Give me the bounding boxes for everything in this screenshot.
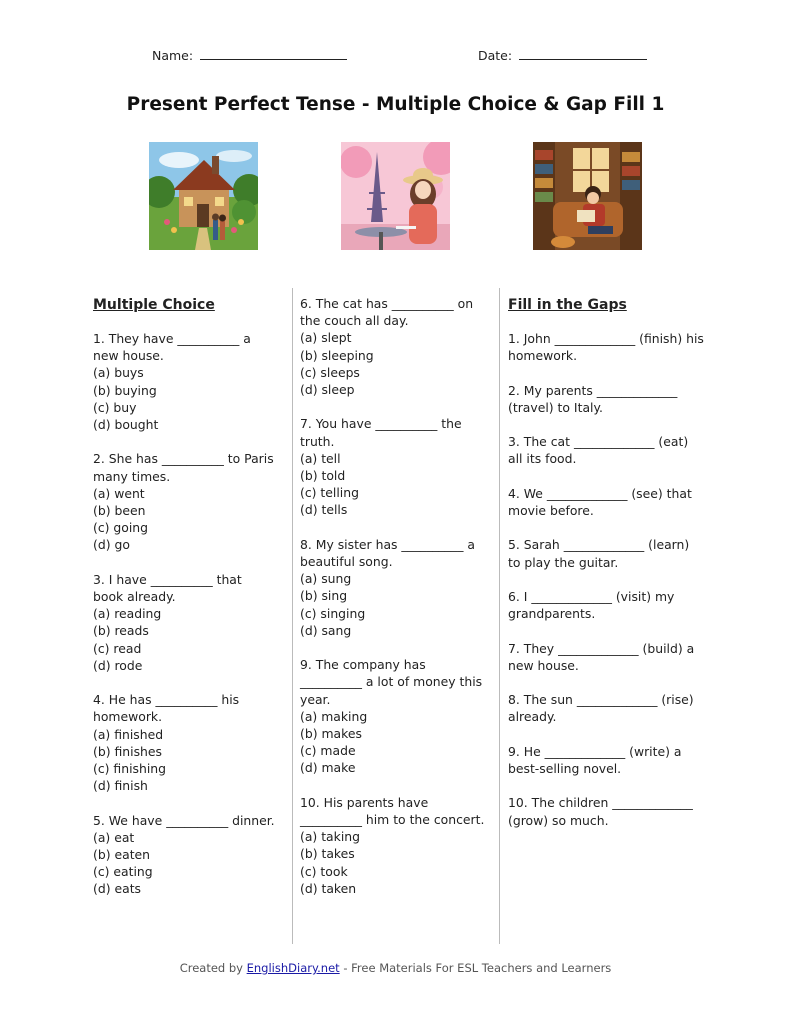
- reading-room-illustration: [533, 142, 642, 250]
- gap-item: 3. The cat _____________ (eat) all its food.: [508, 434, 689, 467]
- option: (c) took: [300, 863, 348, 879]
- gap-item: 2. My parents _____________ (travel) to Italy.: [508, 382, 678, 415]
- option: (d) tells: [300, 502, 348, 518]
- gap-item: 1. John _____________ (finish) his homework.: [508, 331, 704, 364]
- gap-item: 4. We _____________ (see) that movie before.: [508, 485, 692, 518]
- option: (d) make: [300, 760, 356, 776]
- question-stem: 2. She has __________ to Paris many times.: [93, 451, 274, 484]
- name-label: Name:: [152, 48, 198, 63]
- option: (d) eats: [93, 881, 142, 897]
- option: (c) going: [93, 520, 149, 536]
- question-stem: 5. We have __________ dinner.: [93, 812, 275, 828]
- gap-item: 10. The children _____________ (grow) so much.: [508, 795, 693, 828]
- option: (b) sleeping: [300, 347, 374, 363]
- option: (d) rode: [93, 657, 143, 673]
- date-label: Date:: [478, 48, 517, 63]
- option: (d) taken: [300, 880, 357, 896]
- option: (b) told: [300, 468, 346, 484]
- footer-link[interactable]: EnglishDiary.net: [246, 961, 340, 975]
- option: (a) reading: [93, 606, 162, 622]
- multiple-choice-column-2: [300, 295, 490, 914]
- question-stem: 6. The cat has __________ on the couch all day.: [300, 296, 474, 329]
- mc-question: [93, 691, 275, 794]
- option: (d) go: [93, 537, 130, 553]
- mc-question: [93, 812, 275, 898]
- option: (b) buying: [93, 382, 157, 398]
- date-line: [519, 47, 647, 60]
- footer-suffix: - Free Materials For ESL Teachers and Learners: [339, 961, 612, 975]
- option: (a) making: [300, 708, 368, 724]
- option: (b) sing: [300, 588, 348, 604]
- option: (a) went: [93, 485, 145, 501]
- name-field: [152, 47, 347, 63]
- option: (a) buys: [93, 365, 144, 381]
- mc-question: [300, 295, 490, 398]
- option: (d) bought: [93, 417, 159, 433]
- option: (a) slept: [300, 330, 352, 346]
- question-stem: 4. He has __________ his homework.: [93, 692, 240, 725]
- mc-question: [300, 536, 490, 639]
- page-title: Present Perfect Tense - Multiple Choice & Gap Fill 1: [126, 94, 665, 115]
- option: (a) taking: [300, 829, 360, 845]
- option: (c) singing: [300, 605, 366, 621]
- option: (c) telling: [300, 485, 359, 501]
- mc-question: [93, 450, 275, 553]
- question-stem: 1. They have __________ a new house.: [93, 331, 251, 364]
- mc-question: [300, 656, 490, 776]
- column-divider: [292, 288, 293, 944]
- question-stem: 7. You have __________ the truth.: [300, 416, 462, 449]
- option: (a) finished: [93, 726, 164, 742]
- option: (b) eaten: [93, 847, 151, 863]
- name-line: [200, 47, 347, 60]
- gap-item: 9. He _____________ (write) a best-selling novel.: [508, 743, 682, 776]
- option: (d) finish: [93, 778, 148, 794]
- option: (b) takes: [300, 846, 355, 862]
- gap-item: 7. They _____________ (build) a new house.: [508, 640, 695, 673]
- multiple-choice-column-1: [93, 295, 275, 915]
- multiple-choice-heading: Multiple Choice: [93, 297, 215, 313]
- column-divider: [499, 288, 500, 944]
- paris-cafe-illustration: [341, 142, 450, 250]
- mc-question: [93, 571, 275, 674]
- option: (c) buy: [93, 399, 137, 415]
- question-stem: 3. I have __________ that book already.: [93, 571, 242, 605]
- option: (b) been: [93, 503, 146, 519]
- option: (a) sung: [300, 571, 352, 587]
- mc-question: [300, 415, 490, 518]
- option: (c) made: [300, 743, 356, 759]
- question-stem: 9. The company has __________ a lot of money this year.: [300, 657, 483, 707]
- option: (c) eating: [93, 864, 153, 880]
- footer-prefix: Created by: [179, 961, 247, 975]
- cottage-illustration: [149, 142, 258, 250]
- gap-item: 6. I _____________ (visit) my grandparents.: [508, 588, 675, 622]
- gap-fill-heading: Fill in the Gaps: [508, 297, 627, 313]
- option: (c) finishing: [93, 761, 166, 777]
- option: (b) finishes: [93, 743, 162, 759]
- gap-fill-column: [508, 295, 704, 846]
- gap-item: 8. The sun _____________ (rise) already.: [508, 692, 694, 725]
- option: (d) sang: [300, 622, 352, 638]
- gap-item: 5. Sarah _____________ (learn) to play the guitar.: [508, 537, 690, 570]
- date-field: [478, 47, 647, 63]
- option: (b) makes: [300, 726, 362, 742]
- option: (c) read: [93, 640, 142, 656]
- option: (d) sleep: [300, 382, 355, 398]
- option: (c) sleeps: [300, 364, 360, 380]
- option: (b) reads: [93, 623, 149, 639]
- mc-question: [93, 330, 275, 433]
- question-stem: 8. My sister has __________ a beautiful song.: [300, 536, 475, 570]
- footer: [0, 961, 791, 975]
- option: (a) tell: [300, 450, 341, 466]
- question-stem: 10. His parents have __________ him to the concert.: [300, 794, 485, 828]
- option: (a) eat: [93, 829, 135, 845]
- mc-question: [300, 794, 490, 897]
